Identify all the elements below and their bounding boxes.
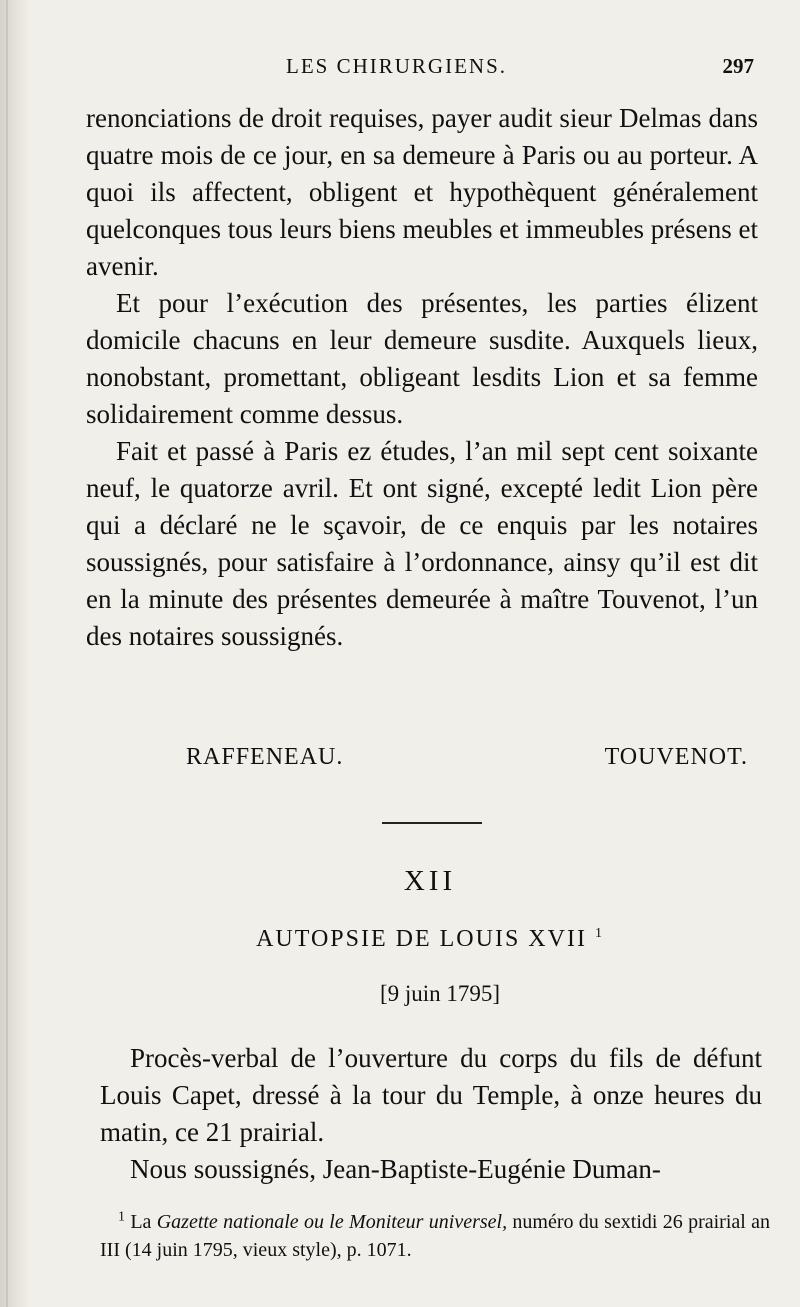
- signatures: [86, 744, 758, 780]
- section-date: [9 juin 1795]: [379, 981, 501, 1006]
- section-title: [0, 926, 800, 953]
- footnote-prefix: La: [130, 1211, 157, 1233]
- page-number: 297: [722, 54, 754, 78]
- section-title-text: AUTOPSIE DE LOUIS XVII: [256, 926, 587, 952]
- signature-raffeneau: RAFFENEAU.: [186, 744, 344, 770]
- signature-touvenot: TOUVENOT.: [604, 744, 748, 770]
- page-header: [86, 54, 766, 84]
- footnote-suffix: numéro du sextidi 26 prairial an III (14 juin 1795, vieux style), p. 1071.: [100, 1211, 770, 1261]
- paragraph: Procès-verbal de l’ouverture du corps du fils de défunt Louis Capet, dressé à la tour du Temple, à onze heures du matin, ce 21 prairial.: [100, 1043, 762, 1147]
- paragraph: renonciations de droit requises, payer audit sieur Delmas dans quatre mois de ce jour, en sa demeure à Paris ou au porteur. A quoi ils affectent, obligent et hypothèquent généralement quelconques tous leurs biens meubles et immeubles présens et avenir.: [86, 103, 758, 281]
- body-text-top: [86, 100, 758, 655]
- section-number: XII: [403, 865, 457, 897]
- page-spine-line: [6, 0, 8, 1307]
- footnote-reference: 1: [594, 926, 604, 941]
- footnote-text: [100, 1208, 770, 1264]
- paragraph: Et pour l’exécution des présentes, les parties élizent domicile chacuns en leur demeure susdite. Auxquels lieux, nonobstant, promettant, obligeant lesdits Lion et sa femme solidairement comme dessus.: [86, 288, 758, 429]
- paragraph: Nous soussignés, Jean-Baptiste-Eugénie Duman-: [130, 1154, 661, 1184]
- page-spine-shadow: [0, 0, 30, 1307]
- footnote-journal-title: Gazette nationale ou le Moniteur universel,: [156, 1211, 508, 1233]
- footnote-marker: 1: [118, 1209, 125, 1225]
- body-text-bottom: [100, 1040, 762, 1188]
- paragraph: Fait et passé à Paris ez études, l’an mil sept cent soixante neuf, le quatorze avril. Et ont signé, excepté ledit Lion père qui a déclaré ne le sçavoir, de ce enquis par les notaires soussignés, pour satisfaire à l’ordonnance, ainsy qu’il est dit en la minute des présentes demeurée à maître Touvenot, l’un des notaires soussignés.: [86, 436, 758, 651]
- footnote: [100, 1208, 770, 1264]
- running-title: LES CHIRURGIENS.: [286, 54, 508, 78]
- section-divider: [382, 822, 482, 824]
